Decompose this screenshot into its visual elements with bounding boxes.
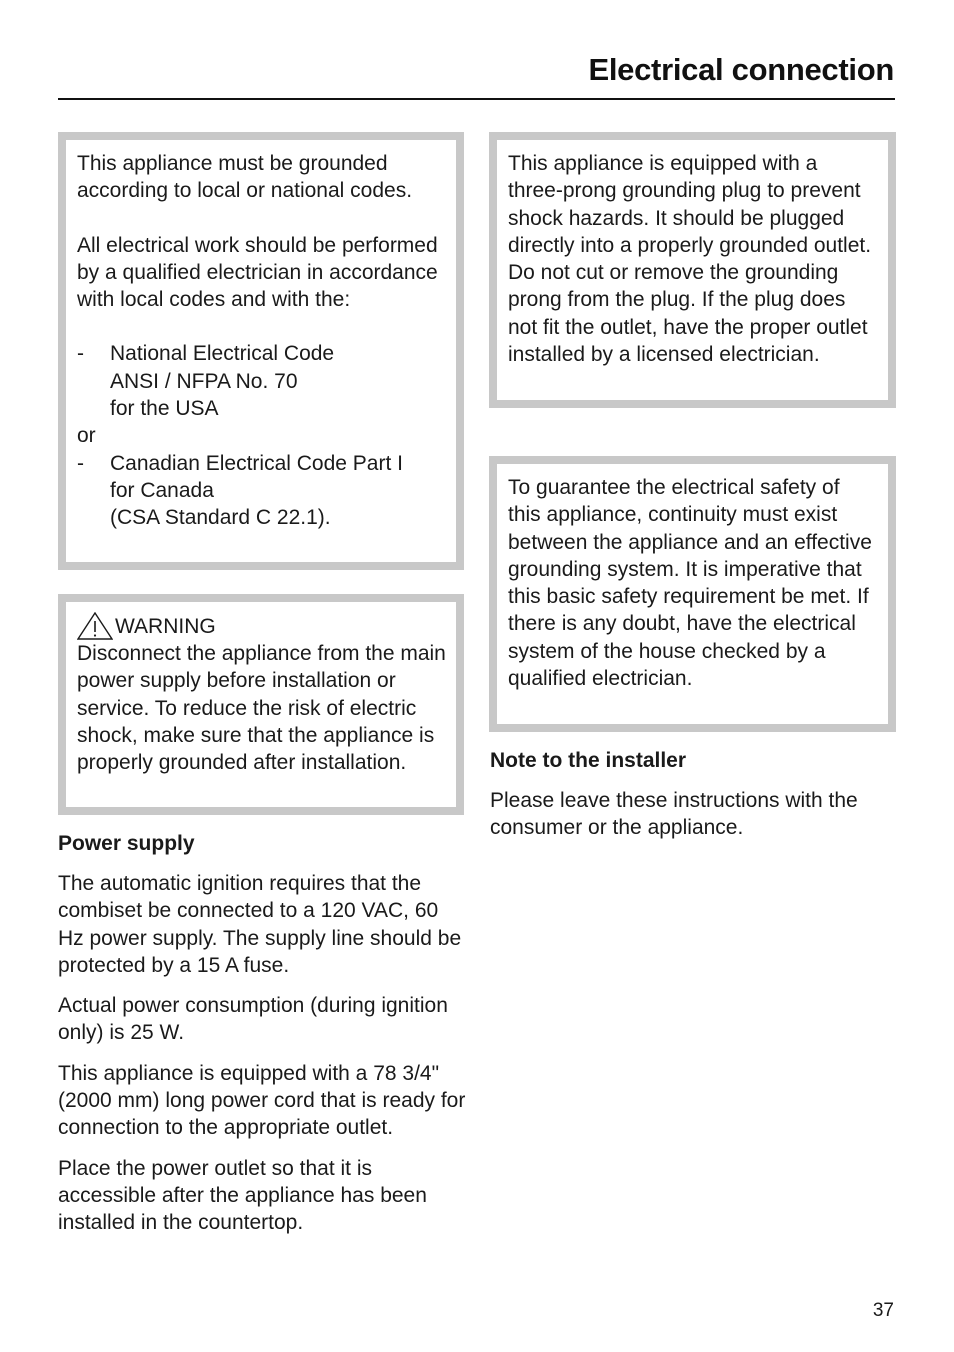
electrical-safety-box [489, 456, 896, 732]
warning-label: WARNING [115, 614, 216, 638]
header-rule [58, 98, 895, 100]
grounding-paragraph-2: All electrical work should be performed by a qualified electrician in accordance with local codes and with the: [77, 233, 438, 312]
cec-line-3: (CSA Standard C 22.1). [110, 506, 331, 530]
warning-text: Disconnect the appliance from the main power supply before installation or service. To reduce the risk of electric shock, make sure that the appliance is properly grounded after installation. [77, 642, 446, 775]
power-supply-paragraph-1: The automatic ignition requires that the combiset be connected to a 120 VAC, 60 Hz power supply. The supply line should be protected by a 15 A fuse. [58, 872, 462, 977]
code-list [77, 340, 446, 531]
page-number: 37 [872, 1300, 894, 1321]
list-or: or [77, 424, 96, 448]
warning-triangle-icon [77, 612, 113, 640]
grounding-plug-text: This appliance is equipped with a three-prong grounding plug to prevent shock hazards. It should be plugged directly into a properly grounded outlet. Do not cut or remove the grounding prong from the plug. If the plug does not fit the outlet, have the proper outlet installed by a licensed electrician. [508, 152, 872, 367]
nec-line-2: ANSI / NFPA No. 70 [110, 369, 298, 393]
nec-line-3: for the USA [110, 397, 219, 421]
power-supply-paragraph-2: Actual power consumption (during ignition only) is 25 W. [58, 994, 448, 1045]
list-dash: - [77, 342, 84, 366]
power-supply-heading: Power supply [58, 832, 195, 855]
list-dash: - [77, 451, 84, 475]
power-supply-paragraph-4: Place the power outlet so that it is accessible after the appliance has been installed in the countertop. [58, 1156, 427, 1235]
warning-heading [77, 612, 446, 640]
power-supply-section [58, 830, 468, 1250]
warning-box [58, 594, 464, 815]
electrical-safety-text: To guarantee the electrical safety of this appliance, continuity must exist between the appliance and an effective grounding system. It is imperative that this basic safety requirement be met. If there is any doubt, have the electrical system of the house checked by a qualified electrician. [508, 476, 872, 691]
installer-note-heading: Note to the installer [490, 749, 687, 772]
grounding-plug-box [489, 132, 896, 408]
installer-note-text: Please leave these instructions with the consumer or the appliance. [490, 789, 858, 840]
list-item [77, 340, 446, 422]
power-supply-paragraph-3: This appliance is equipped with a 78 3/4" (2000 mm) long power cord that is ready for connection to the appropriate outlet. [58, 1061, 466, 1140]
grounding-paragraph-1: This appliance must be grounded according to local or national codes. [77, 152, 413, 203]
grounding-notice-box [58, 132, 464, 570]
nec-line-1: National Electrical Code [110, 342, 335, 366]
installer-note-section [490, 747, 895, 855]
cec-line-2: for Canada [110, 478, 214, 502]
list-item [77, 450, 446, 532]
cec-line-1: Canadian Electrical Code Part I [110, 451, 403, 475]
page-title: Electrical connection [588, 52, 894, 87]
